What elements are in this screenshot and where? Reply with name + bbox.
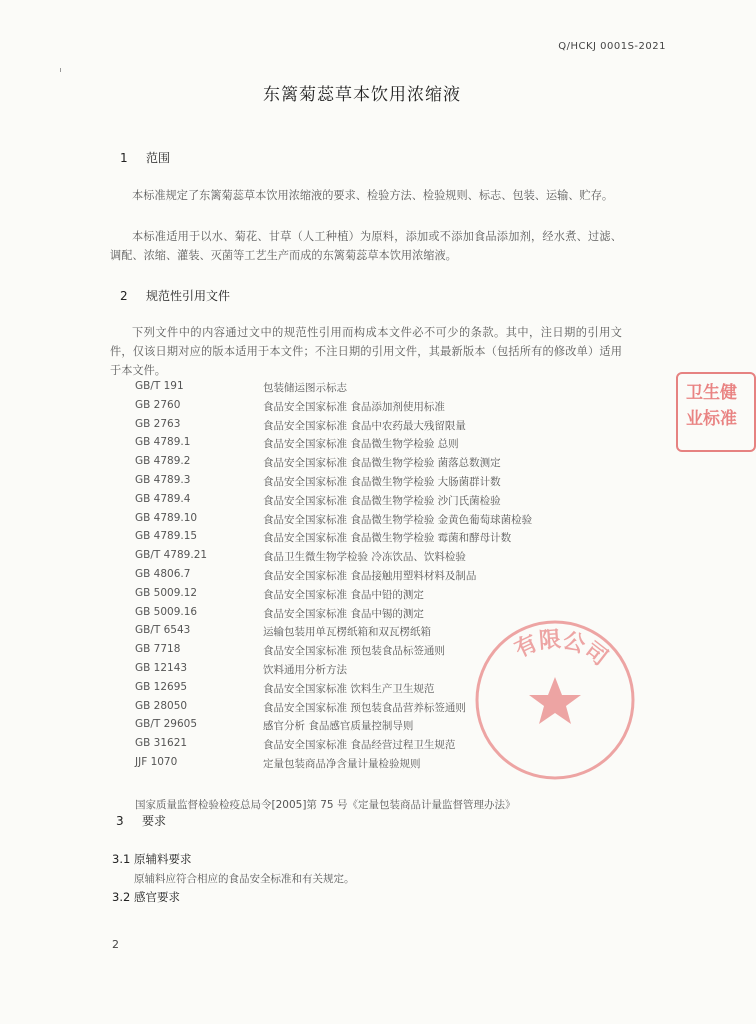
reference-code: GB 4789.15 (135, 530, 198, 543)
reference-title: 食品安全国家标准 饮料生产卫生规范 (263, 682, 435, 695)
section-heading-scope (120, 149, 170, 166)
reference-code: GB 12695 (135, 680, 188, 693)
section-number: 1 (120, 151, 128, 165)
seal-star-icon (529, 677, 581, 724)
reference-code: GB/T 29605 (135, 718, 198, 731)
reference-title: 食品安全国家标准 食品添加剂使用标准 (263, 400, 445, 413)
reference-title: 食品安全国家标准 食品中农药最大残留限量 (263, 419, 466, 432)
reference-title: 定量包装商品净含量计量检验规则 (263, 757, 421, 770)
reference-code: GB 4789.1 (135, 436, 191, 449)
reference-title: 食品安全国家标准 食品微生物学检验 沙门氏菌检验 (263, 494, 501, 507)
subsection-title: 感官要求 (134, 890, 180, 904)
company-seal (470, 615, 640, 785)
subsection-heading-sensory (112, 889, 180, 905)
regulation-note: 国家质量监督检验检疫总局令[2005]第 75 号《定量包装商品计量监督管理办法》 (135, 799, 516, 811)
reference-code: GB 31621 (135, 737, 188, 750)
reference-code: GB/T 6543 (135, 624, 191, 637)
reference-code: GB/T 4789.21 (135, 549, 208, 562)
section-number: 2 (120, 289, 128, 303)
reference-title: 食品安全国家标准 食品中铅的测定 (263, 588, 424, 601)
reference-title: 包装储运图示标志 (263, 382, 347, 394)
subsection-heading-raw-materials (112, 851, 192, 867)
edge-stamp (676, 372, 737, 452)
reference-title: 食品安全国家标准 食品经营过程卫生规范 (263, 739, 456, 752)
section-title: 规范性引用文件 (146, 289, 231, 303)
reference-title: 食品安全国家标准 食品微生物学检验 大肠菌群计数 (263, 475, 501, 488)
reference-title: 运输包装用单瓦楞纸箱和双瓦楞纸箱 (263, 626, 431, 639)
subsection-title: 原辅料要求 (134, 852, 192, 866)
section-number: 3 (116, 814, 124, 828)
reference-code: GB 7718 (135, 643, 181, 656)
section-heading-references (120, 287, 230, 304)
reference-code: GB 4789.3 (135, 473, 191, 486)
reference-code: GB 12143 (135, 661, 188, 674)
raw-materials-text: 原辅料应符合相应的食品安全标准和有关规定。 (134, 873, 355, 885)
section-heading-requirements (116, 812, 166, 829)
subsection-number: 3.1 (112, 852, 131, 866)
reference-title: 感官分析 食品感官质量控制导则 (263, 720, 414, 733)
scope-paragraph-1: 本标准规定了东篱菊蕊草本饮用浓缩液的要求、检验方法、检验规则、标志、包装、运输、贮存。 (132, 189, 614, 202)
subsection-number: 3.2 (112, 890, 131, 904)
reference-title: 食品安全国家标准 预包装食品营养标签通则 (263, 701, 466, 714)
edge-stamp-box (676, 372, 756, 452)
reference-title: 食品安全国家标准 食品微生物学检验 菌落总数测定 (263, 457, 501, 470)
section-title: 范围 (146, 151, 171, 165)
edge-stamp-line: 业标准 (686, 409, 737, 429)
edge-stamp-line: 卫生健 (686, 383, 737, 403)
reference-code: JJF 1070 (135, 755, 178, 768)
reference-code: GB 5009.16 (135, 605, 198, 618)
scope-paragraph-2: 本标准适用于以水、菊花、甘草（人工种植）为原料，添加或不添加食品添加剂，经水煮、过滤、调配、浓缩、灌装、灭菌等工艺生产而成的东篱菊蕊草本饮用浓缩液。 (110, 230, 622, 262)
reference-code: GB 2760 (135, 398, 181, 411)
reference-code: GB 4789.2 (135, 455, 191, 468)
reference-title: 食品安全国家标准 预包装食品标签通则 (263, 645, 445, 658)
references-intro: 下列文件中的内容通过文中的规范性引用而构成本文件必不可少的条款。其中，注日期的引用文件，仅该日期对应的版本适用于本文件；不注日期的引用文件，其最新版本（包括所有的修改单）适用于本文件。 (110, 326, 622, 377)
document-title: 东篱菊蕊草本饮用浓缩液 (263, 85, 461, 105)
section-title: 要求 (142, 814, 167, 828)
reference-title: 食品安全国家标准 食品微生物学检验 金黄色葡萄球菌检验 (263, 513, 533, 526)
reference-title: 食品安全国家标准 食品接触用塑料材料及制品 (263, 569, 477, 582)
reference-title: 食品卫生微生物学检验 冷冻饮品、饮料检验 (263, 551, 466, 564)
reference-code: GB 2763 (135, 417, 181, 430)
reference-title: 食品安全国家标准 食品中锡的测定 (263, 607, 424, 620)
page-number: 2 (112, 938, 119, 951)
reference-code: GB 4789.4 (135, 492, 191, 505)
reference-code: GB/T 191 (135, 380, 184, 392)
reference-code: GB 4789.10 (135, 511, 198, 524)
reference-title: 食品安全国家标准 食品微生物学检验 霉菌和酵母计数 (263, 532, 512, 545)
standard-code: Q/HCKJ 0001S-2021 (558, 41, 666, 52)
reference-code: GB 5009.12 (135, 586, 198, 599)
reference-code: GB 4806.7 (135, 567, 191, 580)
reference-code: GB 28050 (135, 699, 188, 712)
seal-text-path: 有限公司 (511, 627, 613, 671)
reference-title: 食品安全国家标准 食品微生物学检验 总则 (263, 438, 459, 451)
scan-speck (60, 68, 61, 72)
reference-title: 饮料通用分析方法 (263, 663, 347, 676)
